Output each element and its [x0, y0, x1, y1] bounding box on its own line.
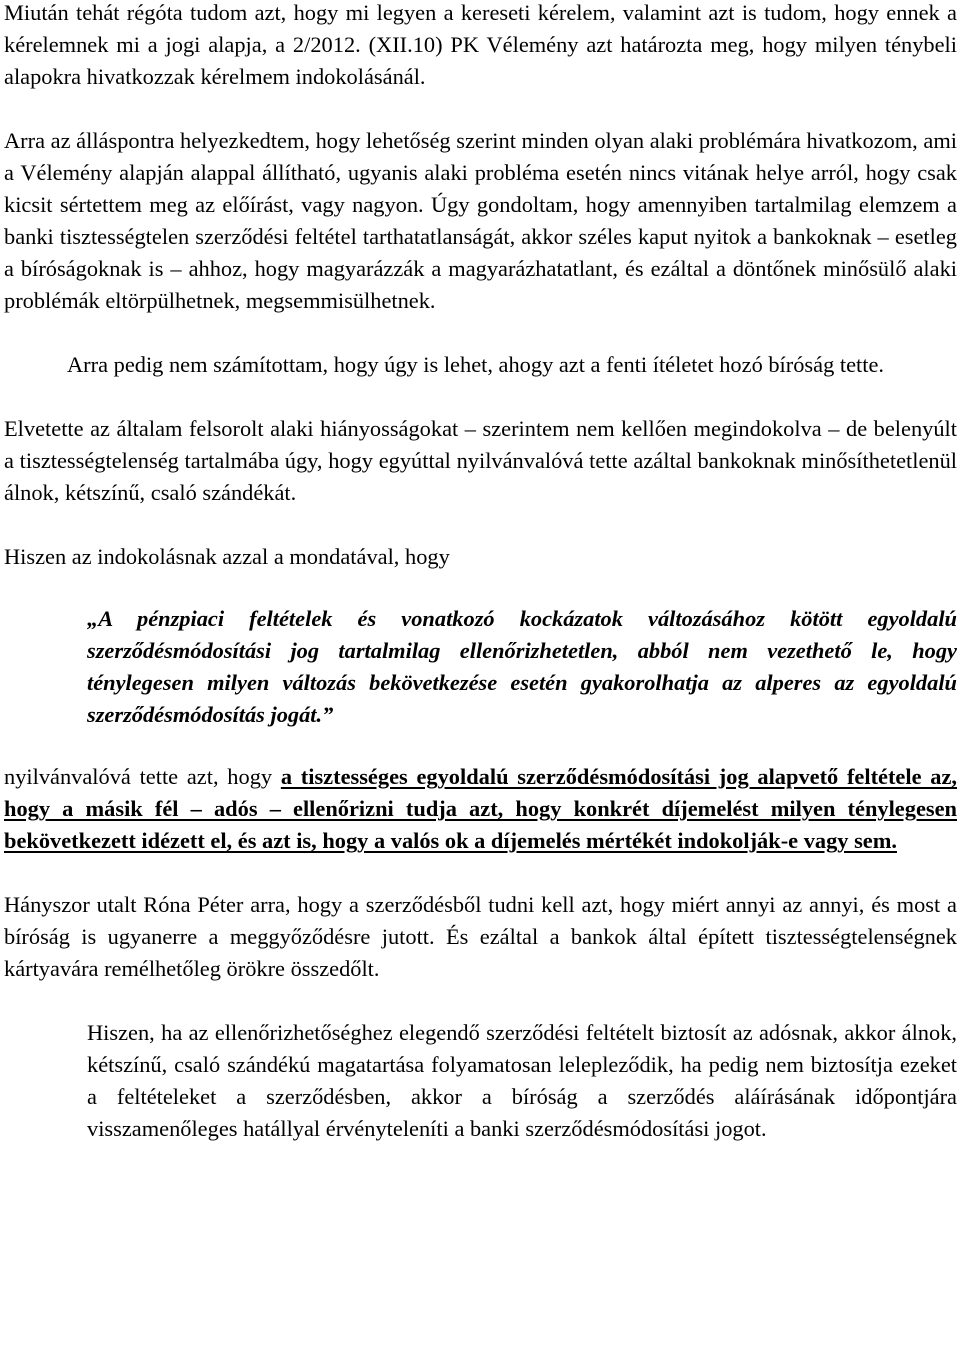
paragraph-conclusion: [4, 761, 957, 857]
paragraph-position: Arra az álláspontra helyezkedtem, hogy lehetőség szerint minden olyan alaki problémára hivatkozom, ami a Vélemény alapján alappal állítható, ugyanis alaki probléma esetén nincs vitának helye arról, hogy csak kicsit sértettem meg az előírást, vagy nagyon. Úgy gondoltam, hogy amennyiben tartalmilag elemzem a banki tisztességtelen szerződési feltétel tarthatatlanságát, akkor széles kaput nyitok a bankoknak – esetleg a bíróságoknak is – ahhoz, hogy magyarázzák a magyarázhatatlant, és ezáltal a döntőnek minősülő alaki problémák eltörpülhetnek, megsemmisülhetnek.: [4, 128, 957, 313]
conclusion-lead-text: nyilvánvalóvá tette azt, hogy: [4, 764, 281, 789]
conclusion-emphasis-text: a tisztességes egyoldalú szerződésmódosítási jog alapvető feltétele az, hogy a másik fél – adós – ellenőrizni tudja azt, hogy konkrét díjemelést milyen ténylegesen bekövetkezett idézett el, és azt is, hogy a valós ok a díjemelés mértékét indokolják-e vagy sem.: [4, 764, 958, 853]
paragraph-quote-lead: Hiszen az indokolásnak azzal a mondatával, hogy: [4, 544, 450, 569]
paragraph-intro: Miután tehát régóta tudom azt, hogy mi legyen a kereseti kérelem, valamint azt is tudom, hogy ennek a kérelemnek mi a jogi alapja, a 2/2012. (XII.10) PK Vélemény azt határozta meg, hogy milyen ténybeli alapokra hivatkozzak kérelmem indokolásánál.: [4, 0, 957, 89]
quoted-court-reasoning: „A pénzpiaci feltételek és vonatkozó kockázatok változásához kötött egyoldalú szerződésmódosítási jog tartalmilag ellenőrizhetetlen, abból nem vezethető le, hogy ténylegesen milyen változás bekövetkezése esetén gyakorolhatja az alperes az egyoldalú szerződésmódosítás jogát.”: [87, 606, 957, 727]
document-page: [4, 0, 957, 1145]
paragraph-rona-peter: Hányszor utalt Róna Péter arra, hogy a szerződésből tudni kell azt, hogy miért annyi az annyi, és most a bíróság is ugyanerre a meggyőződésre jutott. És ezáltal a bankok által épített tisztességtelenségnek kártyavára remélhetőleg örökre összedőlt.: [4, 892, 957, 981]
paragraph-expectation: Arra pedig nem számítottam, hogy úgy is lehet, ahogy azt a fenti ítéletet hozó bíróság tette.: [67, 352, 885, 377]
paragraph-final: Hiszen, ha az ellenőrizhetőséghez elegendő szerződési feltételt biztosít az adósnak, akkor álnok, kétszínű, csaló szándékú magatartása folyamatosan lelepleződik, ha pedig nem biztosítja ezeket a feltételeket a szerződésben, akkor a bíróság a szerződés aláírásának időpontjára visszamenőleges hatállyal érvényteleníti a banki szerződésmódosítási jogot.: [87, 1020, 957, 1141]
paragraph-rejection: Elvetette az általam felsorolt alaki hiányosságokat – szerintem nem kellően megindokolva – de belenyúlt a tisztességtelenség tartalmába úgy, hogy egyúttal nyilvánvalóvá tette azáltal bankoknak minősíthetetlenül álnok, kétszínű, csaló szándékát.: [4, 416, 957, 505]
